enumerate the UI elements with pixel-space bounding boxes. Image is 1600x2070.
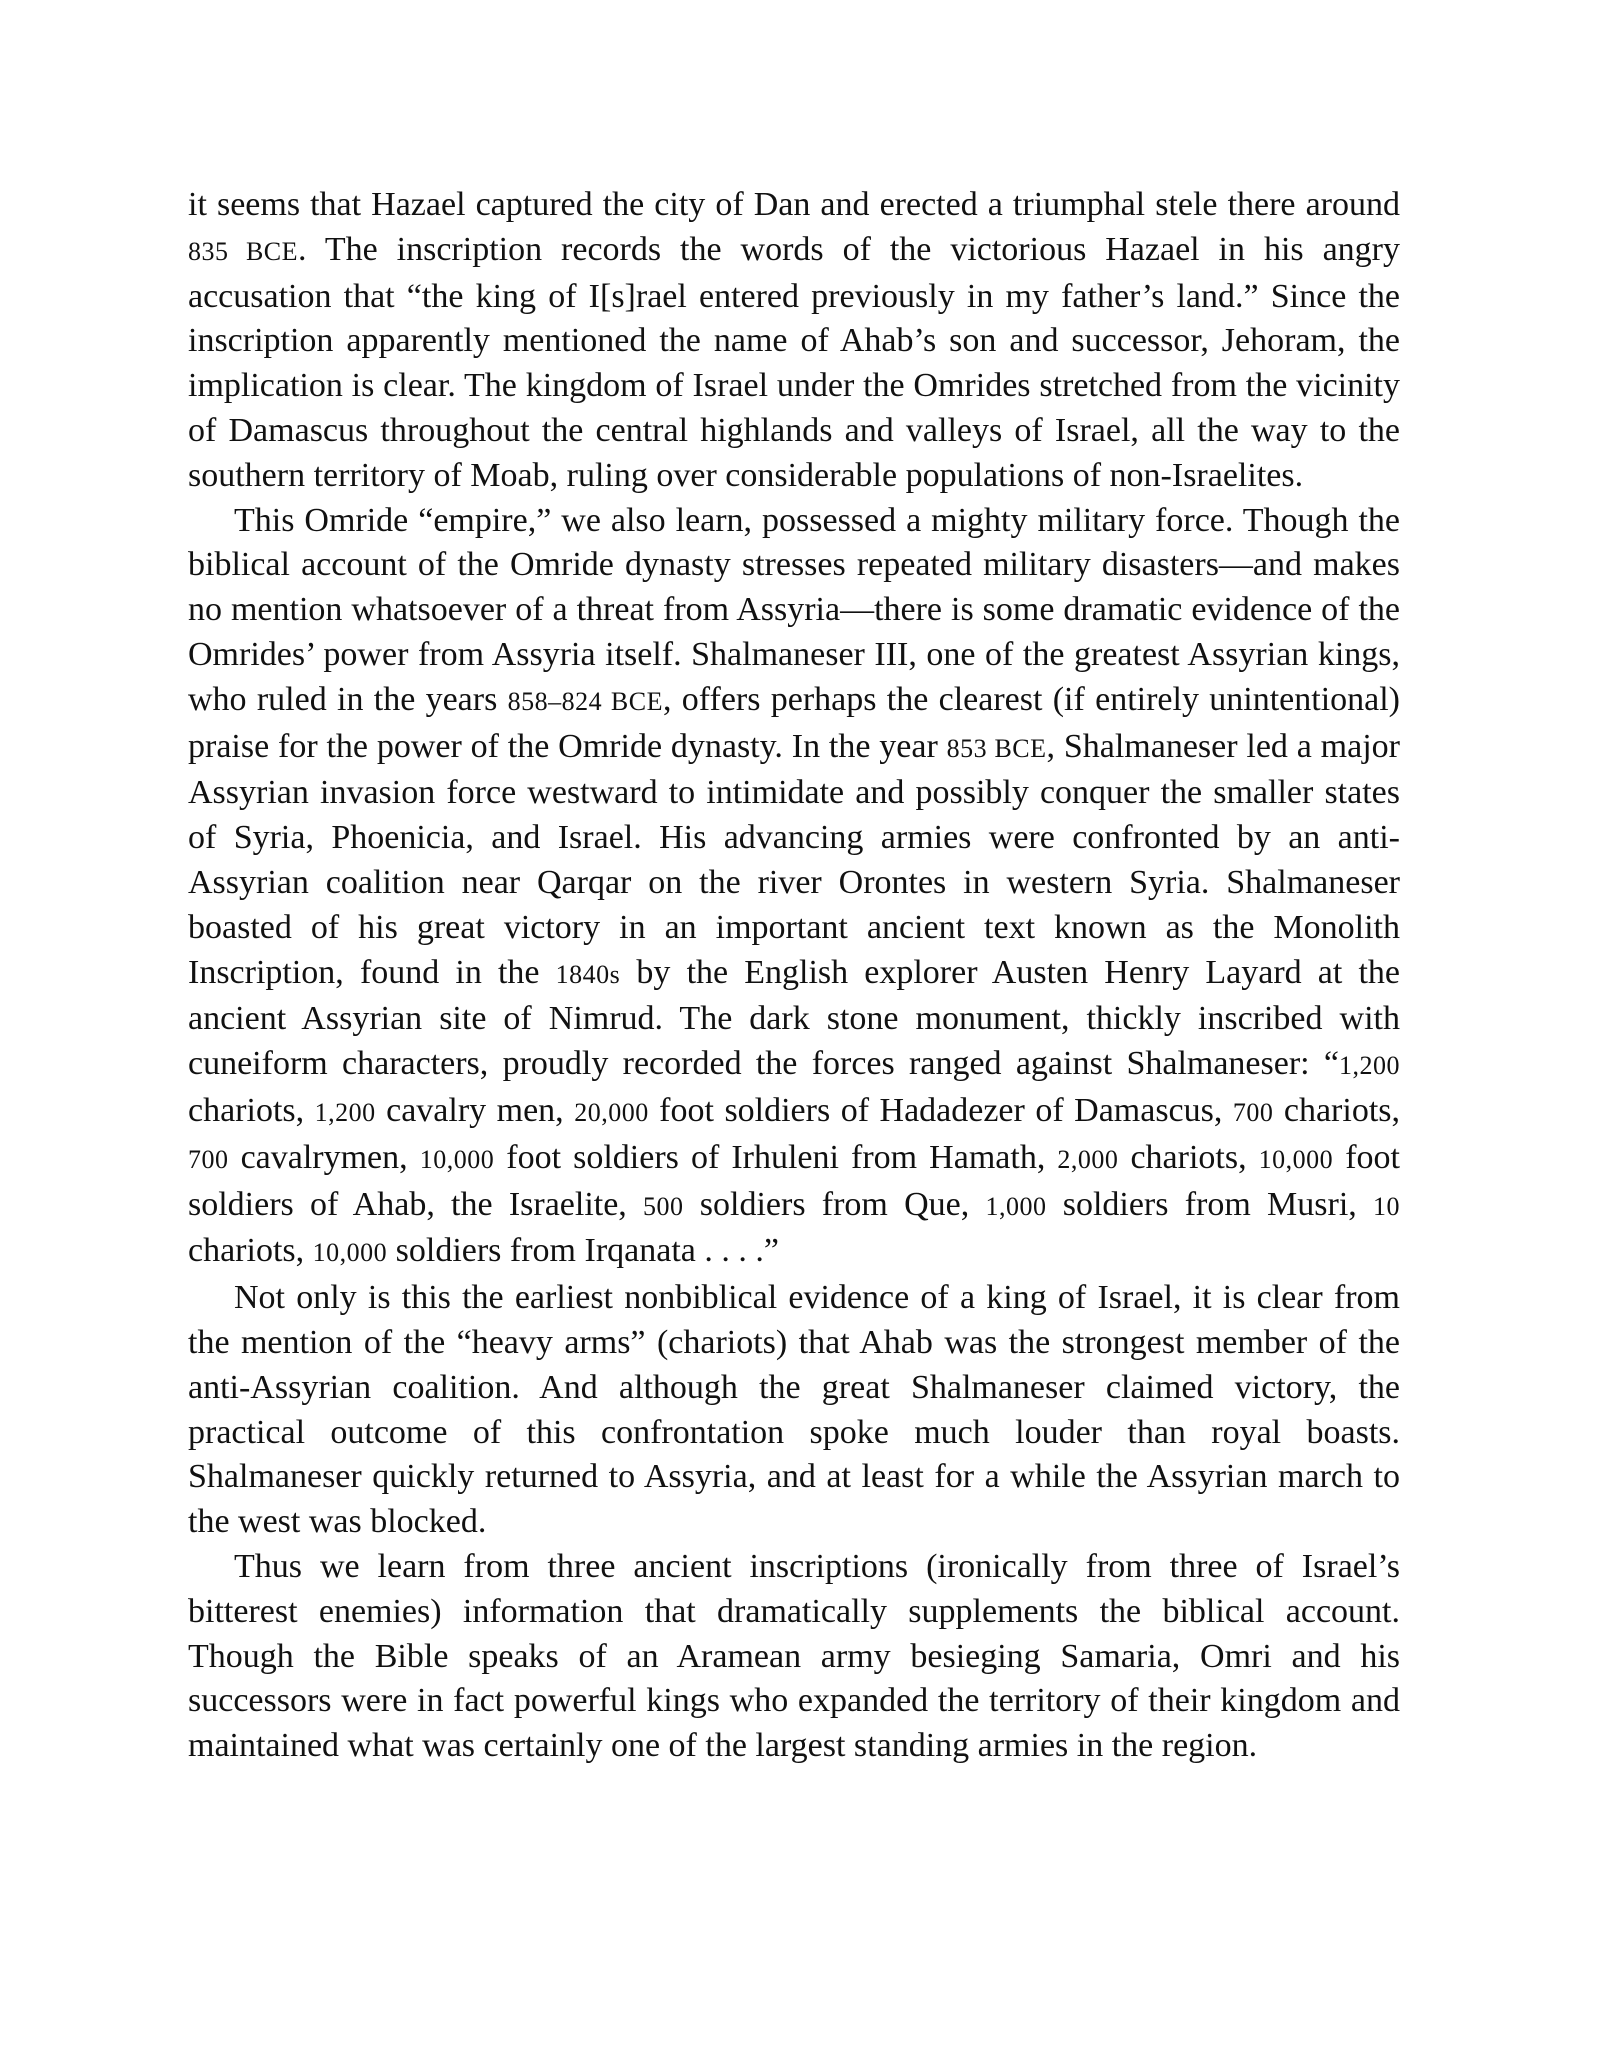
paragraph-p1 xyxy=(188,183,1400,499)
small-caps-text: 1,200 xyxy=(1339,1051,1400,1081)
small-caps-text: 700 xyxy=(188,1144,229,1174)
page-body xyxy=(188,183,1400,1769)
small-caps-text: 1,200 xyxy=(314,1097,376,1127)
small-caps-text: 1840s xyxy=(555,959,621,989)
text-run: Thus we learn from three ancient inscriptions (ironically from three of Israel’s bitterest enemies) information that dramatically supplements the biblical account. Though the Bible speaks of an Aramean army besieging Samaria, Omri and his successors were in fact powerful kings who expanded the territory of their kingdom and maintained what was certainly one of the largest standing armies in the region. xyxy=(188,1547,1400,1765)
text-run: chariots, xyxy=(1118,1138,1259,1176)
small-caps-text: 853 BCE xyxy=(946,733,1047,763)
small-caps-text: 858–824 BCE xyxy=(507,686,663,716)
small-caps-text: 2,000 xyxy=(1057,1144,1119,1174)
small-caps-text: 500 xyxy=(643,1191,684,1221)
text-run: chariots, xyxy=(188,1232,313,1270)
text-run: cavalrymen, xyxy=(228,1138,420,1176)
text-run: soldiers from Que, xyxy=(683,1185,986,1223)
text-run: . The inscription records the words of the victorious Hazael in his angry accusation that “the king of I[s]rael entered previously in my father’s land.” Since the inscription apparently mentioned the name of Ahab’s son and successor, Jehoram, the implication is clear. The kingdom of Israel under the Omrides stretched from the vicinity of Damascus throughout the central highlands and valleys of Israel, all the way to the southern territory of Moab, ruling over considerable populations of non-Israelites. xyxy=(188,230,1400,494)
text-run: , offers perhaps the clearest (if entirely unintentional) praise for the power of the Omride dynasty. In the year xyxy=(188,680,1400,765)
text-run: This Omride “empire,” we also learn, possessed a mighty military force. Though the biblical account of the Omride dynasty stresses repeated military disasters—and makes no mention whatsoever of a threat from Assyria—there is some dramatic evidence of the Omrides’ power from Assyria itself. Shalmaneser III, one of the greatest Assyrian kings, who ruled in the years xyxy=(188,501,1400,718)
text-run: foot soldiers of Irhuleni from Hamath, xyxy=(494,1138,1058,1176)
small-caps-text: 10 xyxy=(1373,1191,1400,1221)
text-run: foot soldiers of Hadadezer of Damascus, xyxy=(648,1091,1233,1129)
text-run: it seems that Hazael captured the city of Dan and erected a triumphal stele there around xyxy=(188,186,1400,223)
small-caps-text: 700 xyxy=(1232,1097,1274,1127)
text-run: cavalry men, xyxy=(375,1091,575,1129)
small-caps-text: 10,000 xyxy=(419,1144,495,1174)
text-run: foot soldiers of Ahab, the Israelite, xyxy=(188,1138,1400,1223)
text-run: , Shalmaneser led a major Assyrian invasion force westward to intimidate and possibly conquer the smaller states of Syria, Phoenicia, and Israel. His advancing armies were confronted by an anti-Assyrian coalition near Qarqar on the river Orontes in western Syria. Shalmaneser boasted of his great victory in an important ancient text known as the Monolith Inscription, found in the xyxy=(188,727,1400,991)
small-caps-text: 10,000 xyxy=(312,1238,388,1268)
small-caps-text: 20,000 xyxy=(574,1097,649,1127)
paragraph-p4 xyxy=(188,1545,1400,1769)
text-run: chariots, xyxy=(188,1091,315,1129)
small-caps-text: 10,000 xyxy=(1258,1144,1334,1174)
small-caps-text: 1,000 xyxy=(985,1191,1047,1221)
text-run: soldiers from Irqanata . . . .” xyxy=(387,1232,779,1270)
text-run: soldiers from Musri, xyxy=(1046,1185,1373,1223)
text-run: Not only is this the earliest nonbiblical evidence of a king of Israel, it is clear from the mention of the “heavy arms” (chariots) that Ahab was the strongest member of the anti-Assyrian coalition. And although the great Shalmaneser claimed victory, the practical outcome of this confrontation spoke much louder than royal boasts. Shalmaneser quickly returned to Assyria, and at least for a while the Assyrian march to the west was blocked. xyxy=(188,1279,1400,1541)
small-caps-text: 835 BCE xyxy=(188,236,299,266)
text-run: chariots, xyxy=(1273,1091,1400,1129)
paragraph-p2 xyxy=(188,499,1400,1277)
text-run: by the English explorer Austen Henry Layard at the ancient Assyrian site of Nimrud. The dark stone monument, thickly inscribed with cuneiform characters, proudly recorded the forces ranged against Shalmaneser: “ xyxy=(188,953,1400,1083)
paragraph-p3 xyxy=(188,1276,1400,1545)
